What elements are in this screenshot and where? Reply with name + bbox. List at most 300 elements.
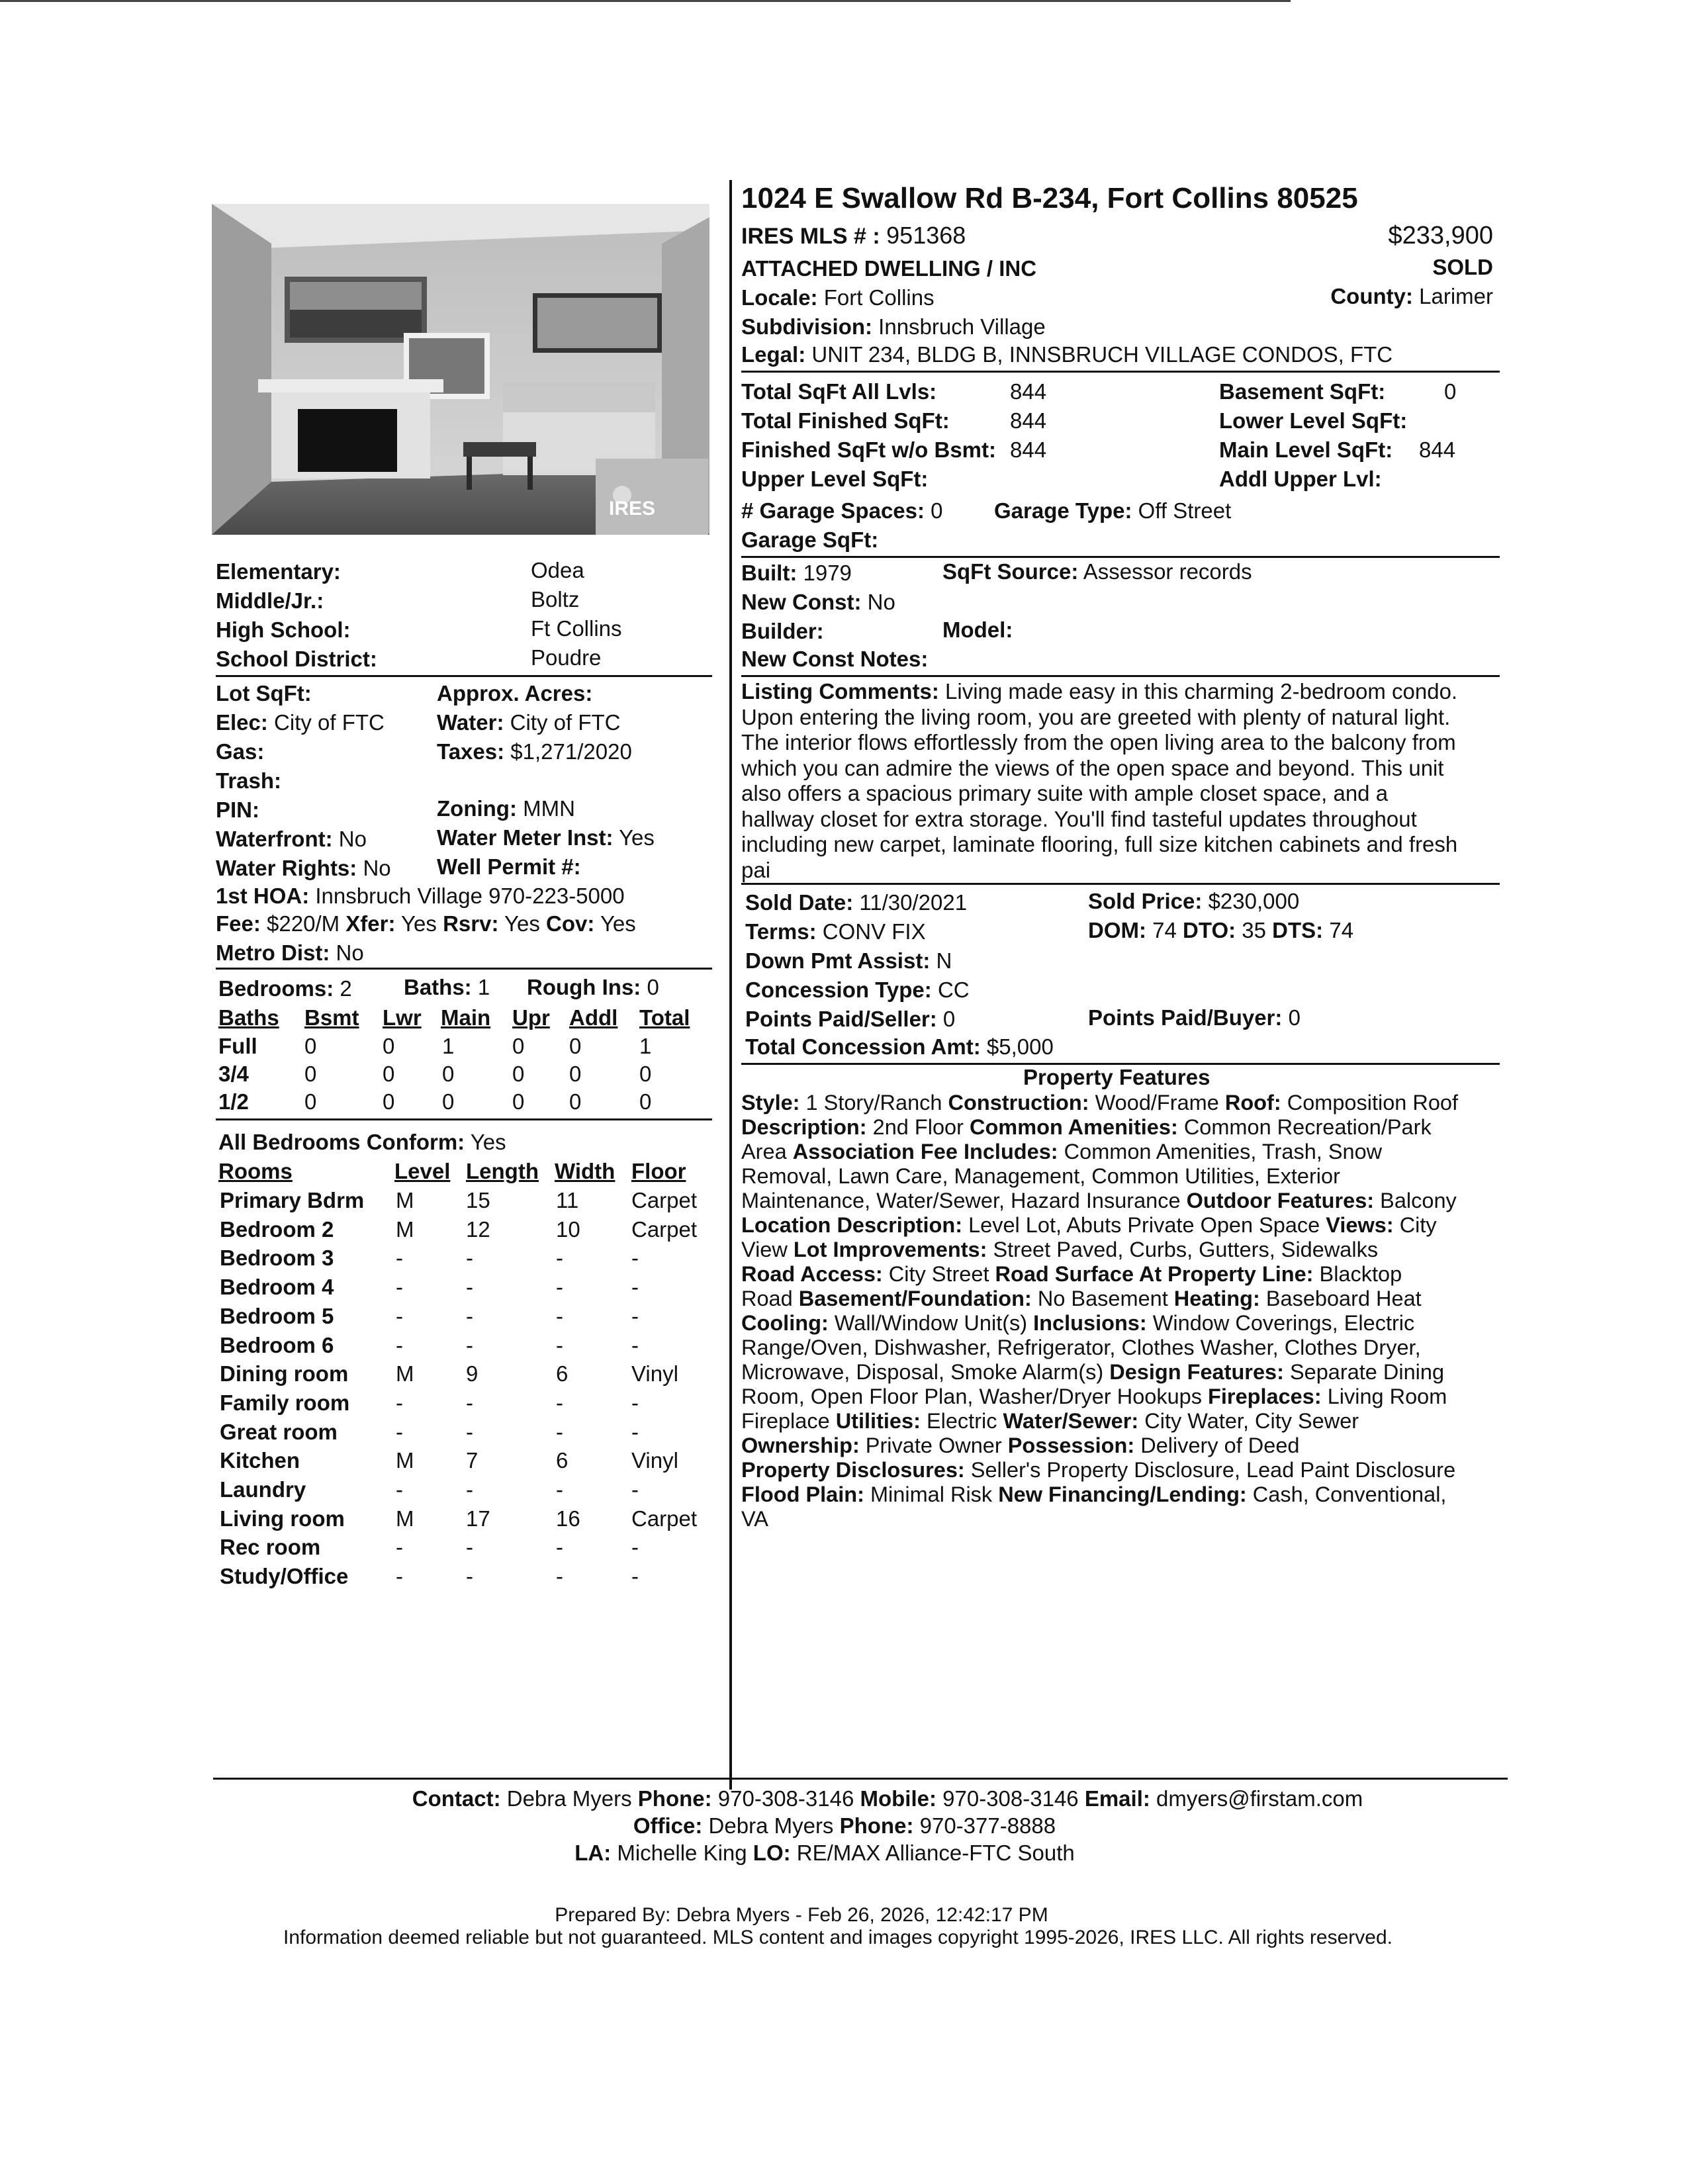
rooms-header-room: Rooms [218,1159,293,1183]
feature-line [741,1311,1502,1336]
middle-label: Middle/Jr.: [216,588,324,613]
new-const-value: No [867,590,895,614]
mls-number-line [741,221,966,251]
points-seller-line [745,1005,955,1034]
bath-row-label: 3/4 [218,1062,249,1086]
room-cell: - [466,1477,473,1502]
feature-value: Delivery of Deed [1140,1433,1300,1457]
sold-price-value: $230,000 [1208,889,1300,913]
room-name: Study/Office [220,1564,349,1589]
room-cell: - [556,1390,563,1415]
comment-line: Living made easy in this charming 2-bedroom condo. [945,679,1458,704]
well-permit-label: Well Permit #: [437,854,581,879]
finished-wo-bsmt-value: 844 [1010,437,1047,462]
room-cell: - [466,1275,473,1300]
water-meter-value: Yes [619,825,655,850]
bath-row-label: Full [218,1034,257,1058]
points-buyer-line [1088,1003,1301,1032]
terms-line [745,917,926,946]
bath-cell: 0 [304,1034,317,1058]
room-name: Family room [220,1390,350,1415]
bath-cell: 0 [304,1062,317,1086]
contact-block [0,1784,1689,1868]
feature-line [741,1213,1502,1238]
trash-label: Trash: [216,768,282,793]
waterfront-line [216,825,367,854]
room-cell: - [396,1390,403,1415]
upper-sqft-label: Upper Level SqFt: [741,467,929,491]
feature-label: Location Description: [741,1213,969,1237]
feature-value: Blacktop [1319,1262,1402,1286]
total-finished-value: 844 [1010,408,1047,433]
room-name: Dining room [220,1361,349,1387]
room-cell: - [466,1390,473,1415]
lot-divider [216,968,712,970]
room-cell: - [556,1275,563,1300]
water-label: Water: [437,710,504,735]
comment-line: hallway closet for extra storage. You'll find tasteful updates throughout [741,806,1417,831]
sqft-source-line [942,557,1252,586]
feature-value: Living Room [1327,1385,1447,1408]
room-cell: - [556,1332,563,1357]
main-sqft-value: 844 [1419,437,1456,462]
dto-label: DTO: [1183,918,1236,942]
feature-line [741,1115,1502,1140]
feature-value: Range/Oven, Dishwasher, Refrigerator, Clothes Washer, Clothes Dryer, [741,1336,1421,1359]
feature-value: City Street [888,1262,995,1286]
rooms-header-level: Level [394,1159,451,1183]
bath-cell: 0 [442,1089,455,1114]
main-sqft-label: Main Level SqFt: [1219,437,1393,462]
feature-value: 1 Story/Ranch [805,1091,948,1115]
cov-value: Yes [600,911,636,936]
bedrooms-conform-line [218,1128,506,1157]
room-cell: M [396,1216,414,1242]
bedrooms-label: Bedrooms: [218,976,334,1001]
feature-line [741,1189,1502,1213]
office-value: Debra Myers [708,1813,834,1838]
room-cell: 12 [466,1216,490,1242]
room-name: Laundry [220,1477,306,1502]
school-district-label: School District: [216,647,377,671]
feature-line [741,1385,1502,1409]
bath-cell: 1 [442,1034,455,1058]
contact-name: Debra Myers [506,1786,632,1811]
finished-wo-bsmt-label: Finished SqFt w/o Bsmt: [741,437,996,462]
la-label: LA: [574,1841,612,1865]
garage-type-label: Garage Type: [994,498,1132,523]
garage-type-value: Off Street [1138,498,1232,523]
build-divider [741,675,1500,677]
room-cell: - [466,1564,473,1589]
room-cell: - [396,1419,403,1444]
feature-value: Common Amenities, Trash, Snow [1064,1140,1383,1163]
room-cell: - [631,1477,639,1502]
water-rights-value: No [363,856,391,880]
taxes-line [437,737,632,766]
middle-value: Boltz [531,587,580,612]
feature-value: Private Owner [865,1433,1008,1457]
feature-label: Property Disclosures: [741,1458,971,1482]
feature-value: Window Coverings, Electric [1152,1311,1415,1335]
feature-value: Baseboard Heat [1265,1287,1422,1310]
room-cell: Vinyl [631,1361,678,1387]
fee-value: $220/M [267,911,340,936]
room-cell: - [466,1419,473,1444]
bath-cell: 0 [639,1089,652,1114]
listing-comments [741,679,1502,883]
baths-header-total: Total [639,1005,690,1030]
concession-amt-value: $5,000 [986,1034,1054,1059]
mls-number: 951368 [886,222,966,249]
feature-line [741,1482,1502,1507]
header-divider [741,371,1500,373]
property-type: ATTACHED DWELLING / INC [741,256,1037,281]
feature-label: Association Fee Includes: [792,1140,1064,1163]
feature-label: Possession: [1007,1433,1141,1457]
room-cell: 7 [466,1448,479,1473]
property-features [741,1091,1502,1531]
center-divider [729,180,732,1790]
rough-ins-line [527,973,659,1002]
locale-line [741,283,935,312]
email-label: Email: [1084,1786,1150,1811]
feature-value: Fireplace [741,1409,836,1433]
fee-label: Fee: [216,911,261,936]
property-photo [212,204,709,535]
living-room-image [212,204,709,535]
feature-line [741,1091,1502,1115]
waterfront-label: Waterfront: [216,827,333,851]
sold-date-line [745,888,967,917]
room-name: Kitchen [220,1448,300,1473]
taxes-label: Taxes: [437,739,505,764]
feature-value: City [1399,1213,1437,1237]
feature-value: Area [741,1140,793,1163]
locale-label: Locale: [741,285,818,310]
gas-label: Gas: [216,739,265,764]
bath-cell: 0 [512,1062,525,1086]
feature-label: Inclusions: [1033,1311,1153,1335]
county-label: County: [1330,284,1413,308]
feature-value: No Basement [1037,1287,1174,1310]
baths-header-main: Main [441,1005,491,1030]
lower-sqft-label: Lower Level SqFt: [1219,408,1408,433]
room-cell: Carpet [631,1506,698,1531]
room-cell: - [556,1477,563,1502]
room-cell: - [466,1332,473,1357]
new-const-notes-label: New Const Notes: [741,647,929,671]
hoa-value: Innsbruch Village 970-223-5000 [315,884,625,908]
metro-dist-line [216,938,364,968]
room-cell: - [631,1535,639,1560]
feature-line [741,1507,1502,1531]
room-cell: - [396,1564,403,1589]
baths-divider [216,1118,712,1120]
feature-label: Lot Improvements: [793,1238,993,1261]
feature-label: Construction: [948,1091,1095,1115]
water-rights-line [216,854,391,883]
room-cell: - [631,1246,639,1271]
feature-label: Common Amenities: [969,1115,1184,1139]
room-cell: 10 [556,1216,580,1242]
room-name: Living room [220,1506,345,1531]
contact-line [0,1784,1689,1813]
room-name: Bedroom 3 [220,1246,334,1271]
sold-date-label: Sold Date: [745,890,854,915]
room-cell: - [631,1419,639,1444]
comments-divider [741,883,1500,885]
room-cell: - [466,1303,473,1328]
phone-value: 970-308-3146 [717,1786,854,1811]
high-school-value: Ft Collins [531,616,622,641]
room-name: Primary Bdrm [220,1188,365,1212]
feature-label: Basement/Foundation: [798,1287,1038,1310]
bath-row-label: 1/2 [218,1089,249,1114]
comment-line: including new carpet, laminate flooring, full size kitchen cabinets and fresh [741,832,1458,856]
room-cell: - [631,1390,639,1415]
taxes-value: $1,271/2020 [510,739,632,764]
feature-value: VA [741,1507,768,1531]
room-cell: 6 [556,1361,569,1387]
metro-dist-label: Metro Dist: [216,940,330,965]
feature-label: Roof: [1224,1091,1287,1115]
feature-value: Composition Roof [1287,1091,1459,1115]
la-value: Michelle King [617,1841,747,1865]
xfer-label: Xfer: [345,911,396,936]
garage-spaces-label: # Garage Spaces: [741,498,925,523]
room-cell: - [631,1303,639,1328]
feature-value: Microwave, Disposal, Smoke Alarm(s) [741,1360,1110,1384]
room-cell: M [396,1188,414,1212]
room-cell: - [631,1275,639,1300]
water-value: City of FTC [510,710,621,735]
room-cell: - [556,1303,563,1328]
down-pmt-line [745,946,952,976]
feature-value: Level Lot, Abuts Private Open Space [968,1213,1326,1237]
bedrooms-line [218,974,352,1003]
bath-cell: 0 [569,1034,582,1058]
rsrv-label: Rsrv: [443,911,499,936]
listing-comments-label: Listing Comments: [741,679,939,704]
mobile-label: Mobile: [860,1786,936,1811]
feature-line [741,1287,1502,1311]
office-label: Office: [633,1813,703,1838]
dom-value: 74 [1152,918,1177,942]
built-label: Built: [741,561,798,585]
points-seller-label: Points Paid/Seller: [745,1007,937,1031]
sold-price-line [1088,887,1299,916]
total-finished-label: Total Finished SqFt: [741,408,950,433]
sold-price-label: Sold Price: [1088,889,1203,913]
feature-label: Style: [741,1091,806,1115]
feature-label: Outdoor Features: [1186,1189,1381,1212]
room-cell: - [396,1246,403,1271]
elec-label: Elec: [216,710,268,735]
office-line [0,1813,1689,1839]
feature-value: Street Paved, Curbs, Gutters, Sidewalks [993,1238,1379,1261]
feature-value: Wood/Frame [1095,1091,1225,1115]
subdivision-label: Subdivision: [741,314,872,339]
new-const-line [741,588,895,617]
prepared-by: Prepared By: Debra Myers - Feb 26, 2026, 12:42:17 PM [555,1904,1048,1926]
feature-line [741,1262,1502,1287]
bath-cell: 0 [304,1089,317,1114]
legal-value: UNIT 234, BLDG B, INNSBRUCH VILLAGE CONDOS, FTC [811,342,1393,367]
lo-value: RE/MAX Alliance-FTC South [796,1841,1075,1865]
baths-line [404,973,490,1002]
sqft-source-value: Assessor records [1083,559,1252,584]
feature-label: Utilities: [835,1409,927,1433]
feature-value: Removal, Lawn Care, Management, Common Utilities, Exterior [741,1164,1340,1188]
water-rights-label: Water Rights: [216,856,357,880]
lot-sqft-label: Lot SqFt: [216,681,312,705]
elec-line [216,708,385,737]
feature-label: Description: [741,1115,873,1139]
county-line [1330,282,1493,311]
room-cell: M [396,1448,414,1473]
room-name: Great room [220,1419,338,1444]
concession-type-label: Concession Type: [745,978,932,1002]
feature-value: Electric [926,1409,1003,1433]
bath-cell: 1 [639,1034,652,1058]
room-cell: - [396,1303,403,1328]
feature-label: Cooling: [741,1311,835,1335]
schools-divider [216,675,712,677]
list-price: $233,900 [1388,222,1493,250]
built-value: 1979 [803,561,852,585]
room-cell: - [556,1564,563,1589]
bath-cell: 0 [639,1062,652,1086]
feature-label: Fireplaces: [1208,1385,1328,1408]
rooms-header-width: Width [555,1159,616,1183]
disclaimer: Information deemed reliable but not guaranteed. MLS content and images copyright 1995-2026, IRES LLC. All rights reserved. [283,1927,1392,1948]
cov-label: Cov: [546,911,595,936]
rooms-header-floor: Floor [631,1159,686,1183]
xfer-value: Yes [401,911,437,936]
feature-line [741,1433,1502,1458]
bedrooms-conform-label: All Bedrooms Conform: [218,1130,465,1154]
rsrv-value: Yes [504,911,540,936]
rooms-header-length: Length [466,1159,539,1183]
concession-type-line [745,976,970,1005]
dto-value: 35 [1242,918,1266,942]
footer-divider [213,1778,1508,1780]
room-cell: - [556,1535,563,1560]
subdivision-value: Innsbruch Village [878,314,1046,339]
feature-line [741,1458,1502,1482]
room-cell: 16 [556,1506,580,1531]
bath-cell: 0 [512,1034,525,1058]
photo-watermark: IRES [609,498,656,520]
room-cell: - [556,1419,563,1444]
water-meter-line [437,823,655,852]
feature-label: Views: [1326,1213,1400,1237]
locale-value: Fort Collins [823,285,935,310]
feature-value: Maintenance, Water/Sewer, Hazard Insurance [741,1189,1187,1212]
bath-cell: 0 [383,1089,395,1114]
school-district-value: Poudre [531,645,602,670]
bath-cell: 0 [383,1034,395,1058]
room-cell: Carpet [631,1216,698,1242]
feature-value: Road [741,1287,799,1310]
feature-value: Room, Open Floor Plan, Washer/Dryer Hookups [741,1385,1209,1408]
terms-label: Terms: [745,919,817,944]
comment-line: which you can admire the views of the open space and beyond. This unit [741,755,1444,780]
room-name: Bedroom 4 [220,1275,334,1300]
hoa-label: 1st HOA: [216,884,310,908]
mls-label: IRES MLS # : [741,224,880,249]
room-cell: - [631,1332,639,1357]
basement-sqft-value: 0 [1444,379,1457,404]
metro-dist-value: No [336,940,364,965]
feature-value: Separate Dining [1289,1360,1445,1384]
feature-line [741,1238,1502,1262]
legal-label: Legal: [741,342,806,367]
feature-label: Design Features: [1109,1360,1290,1384]
pin-label: PIN: [216,797,259,822]
rough-ins-label: Rough Ins: [527,975,641,999]
approx-acres-label: Approx. Acres: [437,681,593,705]
bath-cell: 0 [442,1062,455,1086]
total-sqft-label: Total SqFt All Lvls: [741,379,937,404]
office-phone-label: Phone: [839,1813,914,1838]
baths-header-addl: Addl [569,1005,618,1030]
feature-line [741,1164,1502,1189]
terms-value: CONV FIX [822,919,926,944]
dom-label: DOM: [1088,918,1146,942]
bath-cell: 0 [383,1062,395,1086]
feature-value: Common Recreation/Park [1183,1115,1432,1139]
office-phone-value: 970-377-8888 [919,1813,1056,1838]
property-features-title: Property Features [1023,1065,1210,1089]
points-seller-value: 0 [942,1007,956,1031]
room-cell: 6 [556,1448,569,1473]
bedrooms-value: 2 [340,976,352,1001]
room-name: Bedroom 6 [220,1332,334,1357]
sqft-source-label: SqFt Source: [942,559,1079,584]
room-name: Bedroom 5 [220,1303,334,1328]
zoning-label: Zoning: [437,796,517,821]
room-cell: - [466,1535,473,1560]
room-cell: - [396,1477,403,1502]
feature-value: View [741,1238,794,1261]
feature-value: Seller's Property Disclosure, Lead Paint Disclosure [970,1458,1456,1482]
feature-value: Minimal Risk [870,1482,999,1506]
bedrooms-conform-value: Yes [470,1130,506,1154]
feature-value: Balcony [1380,1189,1457,1212]
builder-label: Builder: [741,619,824,643]
points-buyer-value: 0 [1288,1005,1301,1030]
concession-amt-line [745,1032,1054,1062]
feature-label: New Financing/Lending: [998,1482,1253,1506]
baths-label: Baths: [404,975,472,999]
comment-line: pai [741,857,771,882]
room-cell: - [396,1535,403,1560]
feature-label: Flood Plain: [741,1482,870,1506]
sold-date-value: 11/30/2021 [859,890,968,915]
comment-line: also offers a spacious primary suite with ample closet space, and a [741,781,1389,805]
top-scan-line [0,0,1291,2]
baths-header-bsmt: Bsmt [304,1005,359,1030]
phone-label: Phone: [637,1786,712,1811]
concession-type-value: CC [937,978,970,1002]
water-line [437,708,620,737]
feature-line [741,1409,1502,1433]
baths-value: 1 [477,975,490,999]
email-value[interactable]: dmyers@firstam.com [1156,1786,1363,1811]
room-name: Rec room [220,1535,321,1560]
